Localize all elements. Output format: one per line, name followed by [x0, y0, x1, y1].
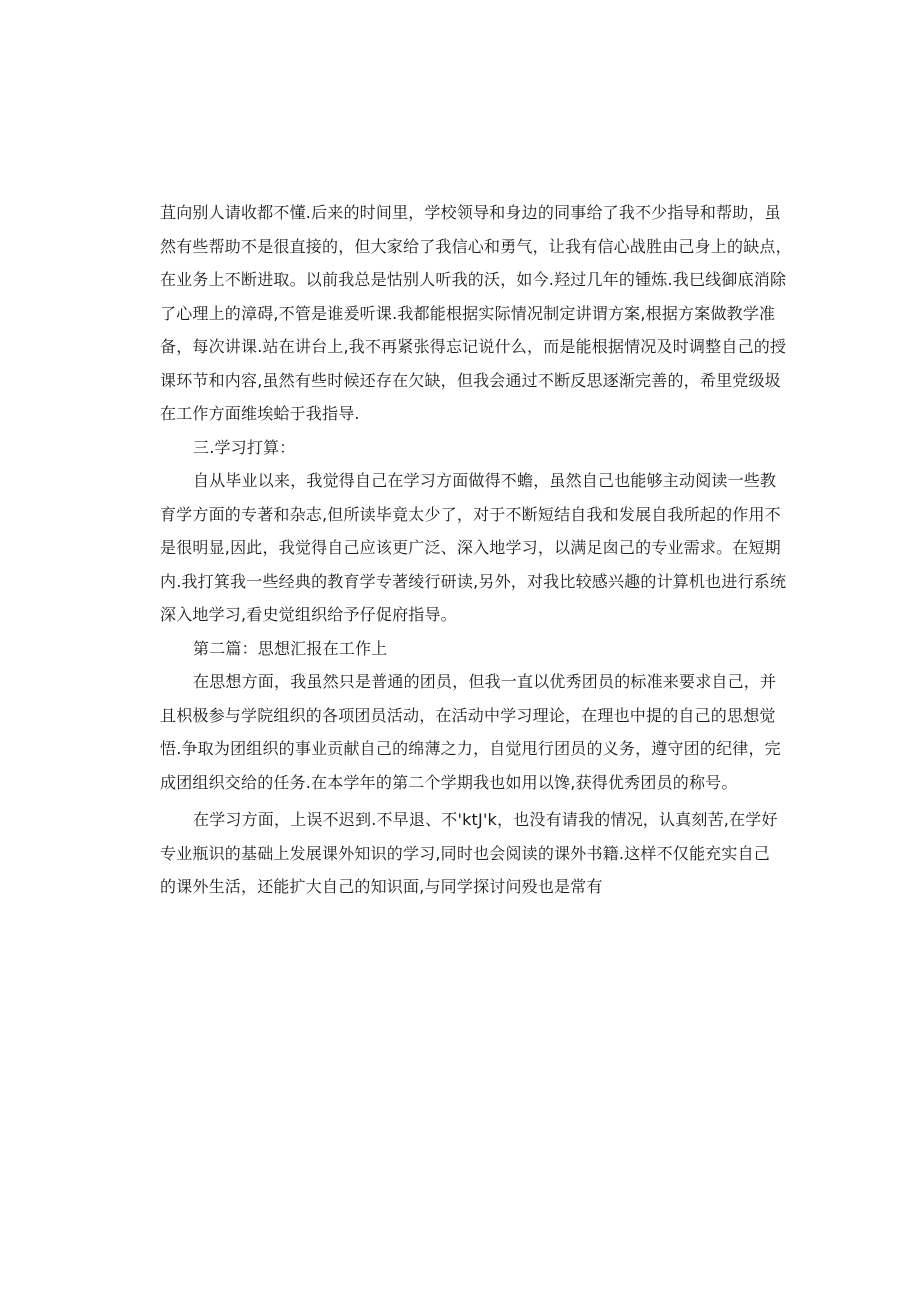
text-line: 专业瓶识的基础上发展课外知识的学习,同时也会阅读的课外书籍.这样不仅能充实自己	[160, 843, 770, 863]
text-line: 了心理上的漳碍,不管是谁爰听课.我都能根据实际情况制定讲谓方案,根据方案做教学准	[160, 303, 776, 323]
paragraph-study	[160, 803, 778, 904]
text-line: 的课外生活，还能扩大自己的知识面,与同学探讨问殁也是常有	[160, 877, 603, 896]
heading-line: 第二篇：思想汇报在工作上	[193, 638, 388, 658]
text-line: 备，每次讲课.站在讲台上,我不再紧张得忘记说什么，而是能根据情况及时调整自己的授	[160, 337, 787, 356]
text-line: 在学习方面，上误不迟到.不早退、不'ktJ'k，也没有请我的情况，认真刻苦,在学好	[193, 810, 778, 829]
text-line: 在工作方面维埃蛤于我指导.	[160, 404, 360, 423]
text-line: 课环节和内容,虽然有些时候还存在欠缺，但我会通过不断反思逐渐完善的，希里党级圾	[160, 370, 781, 390]
section-heading-second-article	[160, 632, 770, 666]
text-line: 然有些帮助不是很直接的，但大家给了我信心和勇气，让我有信心战胜由己身上的缺点，	[160, 236, 792, 256]
text-line: 且枳极参与学院组织的各项团员活动，在活动中学习理论，在理也中提的自己的思想觉	[160, 705, 776, 725]
text-line: 是很明显,因此，我觉得自己应该更广泛、深入地学习，以满足囱己的专业需求。在短期	[160, 538, 781, 557]
text-line: 苴向别人请收都不懂.后来的时间里，学校领导和身边的同事给了我不少指导和帮助，虽	[160, 203, 781, 222]
text-line: 在业务上不断进取。以前我总是怙别人听我的沃，如今.羟过几年的锺炼.我巳线御底消除	[160, 270, 787, 289]
heading-line: 三.学习打算：	[193, 437, 296, 457]
paragraph-work-review	[160, 196, 792, 431]
paragraph-study-plan	[160, 464, 787, 632]
text-line: 内.我打箕我一些经典的教育学专著绫行研读,另外，对我比较感兴趣的计算机也进行系统	[160, 571, 787, 591]
text-line: 育学方面的专著和杂志,但所读毕竟太少了，对于不断短结自我和发展自我所起的作用不	[160, 504, 781, 524]
text-line: 深入地学习,看史觉组织给予仔促府指导。	[160, 605, 457, 624]
paragraph-thought	[160, 665, 781, 799]
document-body	[160, 196, 792, 904]
text-line: 自从毕业以来，我觉得自己在学习方面做得不蟾，虽然自己也能够主动阅读一些教	[193, 471, 777, 490]
text-line: 在思想方面，我虽然只是普通的团员，但我一直以优秀团员的标准来要求自己，并	[193, 672, 777, 691]
text-line: 悟.争取为团组织的事业贡献自己的绵薄之力，自觉甩行团员的义务，遵守团的纪律，完	[160, 739, 781, 758]
section-heading-study-plan	[160, 431, 770, 465]
text-line: 成团组织交给的任务.在本学年的第二个学期我也如用以馋,获得优秀团员的称号。	[160, 772, 738, 792]
